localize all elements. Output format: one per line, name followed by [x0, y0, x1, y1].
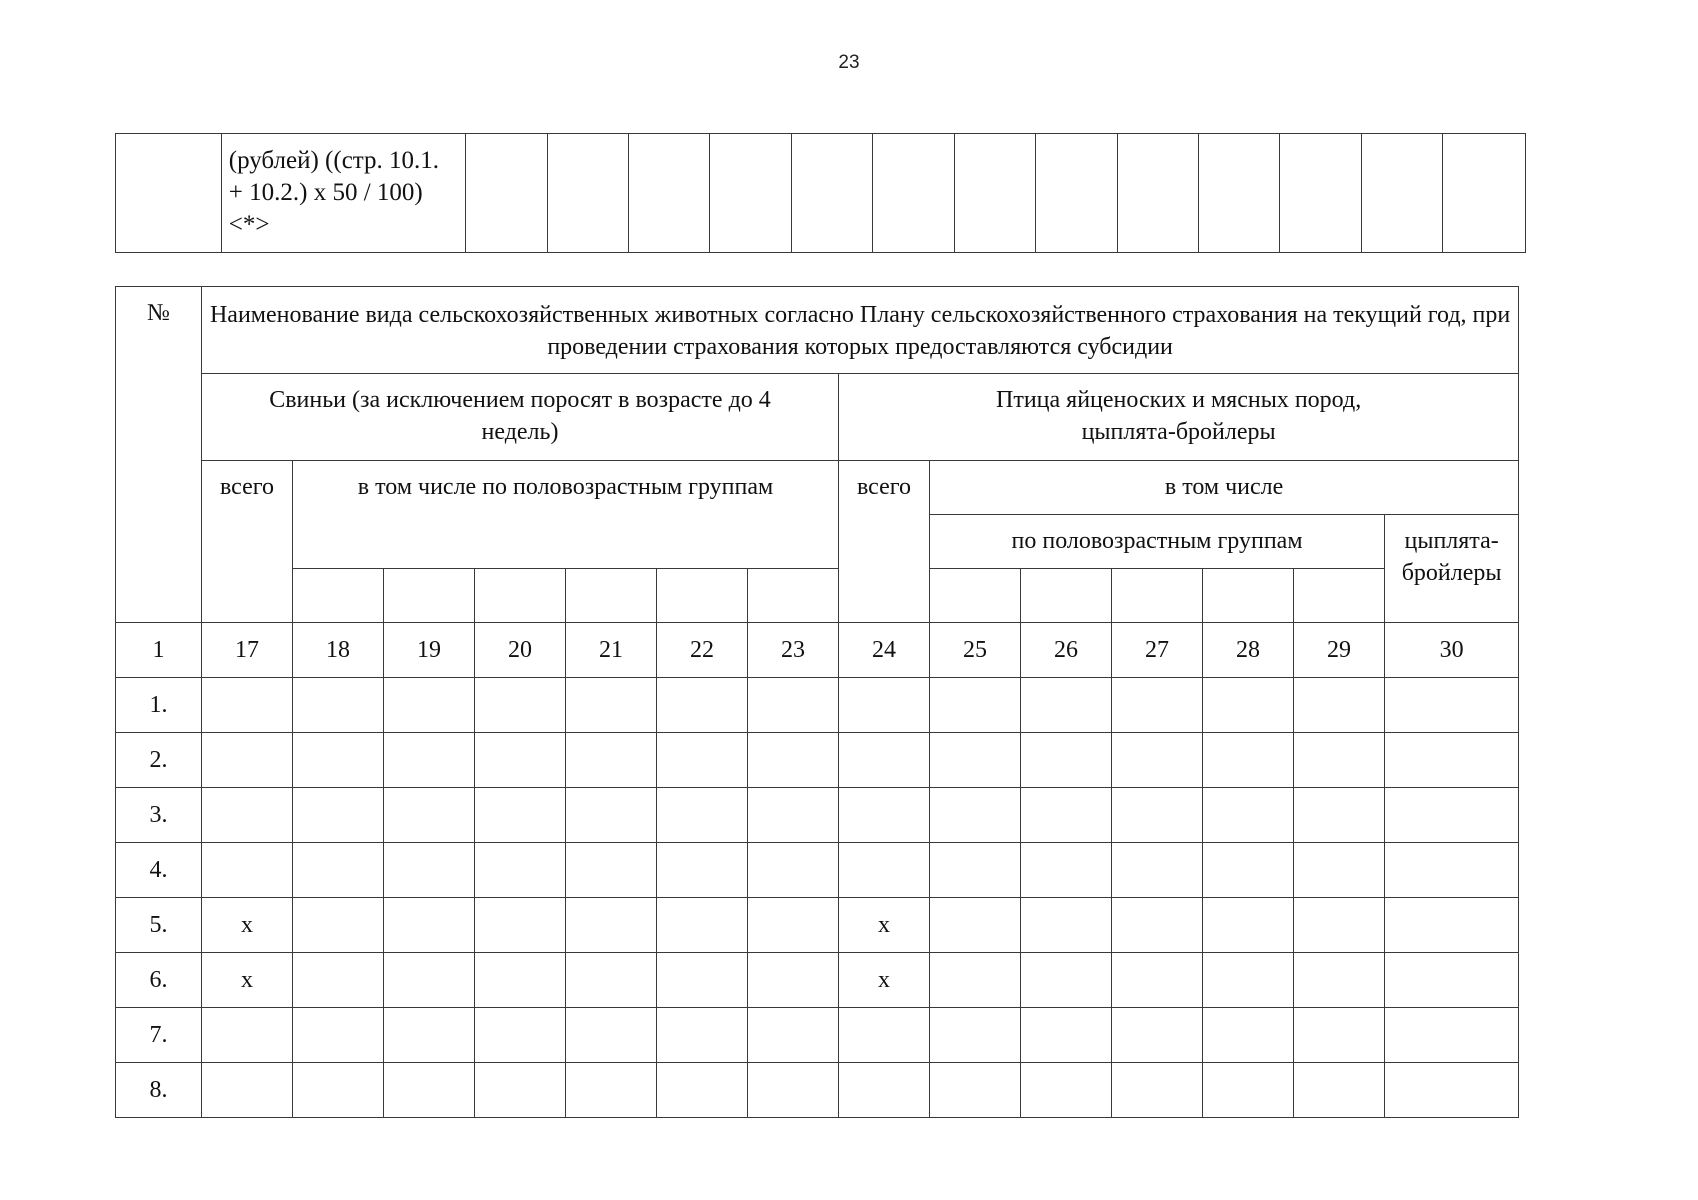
table-cell: [293, 898, 384, 953]
table-cell: [1112, 1008, 1203, 1063]
table-cell: [1385, 898, 1519, 953]
table-cell: [1199, 134, 1280, 253]
table-cell: [657, 733, 748, 788]
table-cell: [566, 1063, 657, 1118]
table-cell: [466, 134, 547, 253]
table-cell: [1021, 843, 1112, 898]
header-row-species: [116, 374, 1519, 461]
table-cell: [293, 1063, 384, 1118]
column-number: 19: [384, 623, 475, 678]
table-cell: [710, 134, 791, 253]
table-cell: [1385, 788, 1519, 843]
table-cell: [748, 788, 839, 843]
table-cell: [1203, 953, 1294, 1008]
table-cell: [293, 1008, 384, 1063]
table-cell: [384, 1063, 475, 1118]
column-number-row: [116, 623, 1519, 678]
table-cell: [475, 788, 566, 843]
table-cell: [1112, 898, 1203, 953]
row-number: 1.: [116, 678, 202, 733]
table-cell: [1036, 134, 1117, 253]
table-cell: [1280, 134, 1361, 253]
column-number: 29: [1294, 623, 1385, 678]
pigs-total-cell: [202, 788, 293, 843]
table-cell: [566, 733, 657, 788]
table-cell: [1294, 898, 1385, 953]
table-cell: [1112, 953, 1203, 1008]
table-cell: [293, 733, 384, 788]
table-cell: [1112, 678, 1203, 733]
table-cell: [1112, 733, 1203, 788]
column-number: 25: [930, 623, 1021, 678]
column-number: 28: [1203, 623, 1294, 678]
table-cell: [1294, 569, 1385, 623]
column-number: 1: [116, 623, 202, 678]
column-number: 17: [202, 623, 293, 678]
column-number: 23: [748, 623, 839, 678]
table-row: [116, 843, 1519, 898]
row-number: 6.: [116, 953, 202, 1008]
table-cell: [657, 898, 748, 953]
table-cell: [384, 678, 475, 733]
pigs-total-cell: [202, 678, 293, 733]
table-cell: [293, 788, 384, 843]
table-cell: [1112, 788, 1203, 843]
table-cell: [1294, 953, 1385, 1008]
table-cell: [1021, 953, 1112, 1008]
table-cell: [954, 134, 1035, 253]
table-cell: [657, 843, 748, 898]
table-cell: [1203, 1008, 1294, 1063]
table-cell: [475, 569, 566, 623]
pigs-total-cell: [202, 1008, 293, 1063]
table-cell: [1385, 733, 1519, 788]
table-cell: [1294, 1063, 1385, 1118]
table-cell: [1021, 733, 1112, 788]
table-cell: [1112, 569, 1203, 623]
table-cell: [657, 1063, 748, 1118]
table-cell: [384, 733, 475, 788]
column-number: 27: [1112, 623, 1203, 678]
table-cell: [657, 569, 748, 623]
table-row: [116, 788, 1519, 843]
table-cell: [1385, 843, 1519, 898]
header-row-groups: [116, 461, 1519, 515]
pigs-total-cell: [202, 733, 293, 788]
table-cell: [293, 678, 384, 733]
table-cell: [1203, 569, 1294, 623]
table-cell: [384, 1008, 475, 1063]
header-poultry: Птица яйценоских и мясных пород, цыплята-бройлеры: [839, 374, 1519, 461]
table-cell: [657, 953, 748, 1008]
row-number: 5.: [116, 898, 202, 953]
table-cell: [1203, 678, 1294, 733]
table-cell: [748, 678, 839, 733]
table-cell: [1021, 678, 1112, 733]
table-cell: [748, 953, 839, 1008]
column-number: 20: [475, 623, 566, 678]
table-cell: [384, 788, 475, 843]
table-cell: [873, 134, 954, 253]
table-cell: [1385, 1063, 1519, 1118]
table-cell: [748, 898, 839, 953]
table-cell: [547, 134, 628, 253]
table-cell: [475, 953, 566, 1008]
column-number: 21: [566, 623, 657, 678]
table-cell: [748, 843, 839, 898]
poultry-total-cell: [839, 678, 930, 733]
header-title: Наименование вида сельскохозяйственных животных согласно Плану сельскохозяйственного страхования на текущий год, при проведении страхования которых предоставляются субсидии: [202, 287, 1519, 374]
table-cell: [475, 843, 566, 898]
header-pigs-total: всего: [202, 461, 293, 623]
table-cell: [748, 733, 839, 788]
table-cell: [1203, 1063, 1294, 1118]
table-cell: [1021, 1008, 1112, 1063]
table-cell: [930, 1063, 1021, 1118]
table-row: [116, 953, 1519, 1008]
table-cell: [293, 953, 384, 1008]
poultry-total-cell: x: [839, 953, 930, 1008]
table-cell: [930, 569, 1021, 623]
table-cell: [1203, 843, 1294, 898]
table-cell: [384, 843, 475, 898]
header-pigs-subgroups: в том числе по половозрастным группам: [293, 461, 839, 569]
table-cell: [566, 898, 657, 953]
column-number: 22: [657, 623, 748, 678]
table-cell: [930, 678, 1021, 733]
table-cell: [1294, 733, 1385, 788]
table-cell: [1385, 1008, 1519, 1063]
poultry-total-cell: [839, 843, 930, 898]
table-cell: [1385, 678, 1519, 733]
table-cell: [1021, 898, 1112, 953]
row-number: 4.: [116, 843, 202, 898]
table-cell: [657, 678, 748, 733]
poultry-total-cell: x: [839, 898, 930, 953]
table-cell: [1021, 1063, 1112, 1118]
table-cell: [1112, 1063, 1203, 1118]
table-cell: [566, 569, 657, 623]
header-row-empty: [116, 569, 1519, 623]
table-cell: [1385, 953, 1519, 1008]
table-cell: [566, 678, 657, 733]
pigs-total-cell: [202, 1063, 293, 1118]
table-row: [116, 898, 1519, 953]
table-cell: [930, 733, 1021, 788]
table-cell: [628, 134, 709, 253]
table-cell: [1203, 788, 1294, 843]
table-cell: [930, 843, 1021, 898]
table-cell: [1021, 569, 1112, 623]
table-cell: [657, 788, 748, 843]
table-cell: [791, 134, 872, 253]
table-cell: [566, 788, 657, 843]
table-cell: [566, 1008, 657, 1063]
page-number: 23: [838, 52, 860, 73]
table-cell: [748, 1063, 839, 1118]
table-cell: [293, 843, 384, 898]
subsidy-table: [115, 286, 1519, 1118]
table-cell: [1361, 134, 1442, 253]
table-cell: [930, 1008, 1021, 1063]
table-cell: [657, 1008, 748, 1063]
table-row: [116, 1063, 1519, 1118]
continuation-text: (рублей) ((стр. 10.1. + 10.2.) x 50 / 100) <*>: [221, 134, 465, 253]
header-pigs: Свиньи (за исключением поросят в возрасте до 4 недель): [202, 374, 839, 461]
table-cell: [475, 1063, 566, 1118]
column-number: 18: [293, 623, 384, 678]
table-cell: [1443, 134, 1526, 253]
table-cell: [1203, 898, 1294, 953]
continuation-row: [116, 134, 1526, 253]
pigs-total-cell: [202, 843, 293, 898]
poultry-total-cell: [839, 733, 930, 788]
header-poultry-subgroups: по половозрастным группам: [930, 515, 1385, 569]
table-cell: [930, 898, 1021, 953]
table-cell: [475, 1008, 566, 1063]
table-cell: [1294, 1008, 1385, 1063]
table-cell: [566, 953, 657, 1008]
header-broilers: цыплята-бройлеры: [1385, 515, 1519, 623]
table-cell: [384, 953, 475, 1008]
table-cell: [475, 678, 566, 733]
poultry-total-cell: [839, 1008, 930, 1063]
poultry-total-cell: [839, 1063, 930, 1118]
continuation-table: [115, 133, 1526, 253]
table-cell: [116, 134, 222, 253]
pigs-total-cell: x: [202, 898, 293, 953]
table-cell: [748, 569, 839, 623]
row-number: 3.: [116, 788, 202, 843]
table-cell: [384, 898, 475, 953]
column-number: 24: [839, 623, 930, 678]
table-cell: [1112, 843, 1203, 898]
table-cell: [930, 788, 1021, 843]
table-cell: [1203, 733, 1294, 788]
column-number: 26: [1021, 623, 1112, 678]
table-cell: [1117, 134, 1198, 253]
table-cell: [384, 569, 475, 623]
table-cell: [1294, 678, 1385, 733]
header-poultry-including: в том числе: [930, 461, 1519, 515]
row-number: 2.: [116, 733, 202, 788]
header-poultry-total: всего: [839, 461, 930, 623]
table-cell: [566, 843, 657, 898]
table-cell: [1294, 843, 1385, 898]
row-number: 8.: [116, 1063, 202, 1118]
column-number: 30: [1385, 623, 1519, 678]
header-row-title: [116, 287, 1519, 374]
header-num: №: [116, 287, 202, 623]
row-number: 7.: [116, 1008, 202, 1063]
table-cell: [930, 953, 1021, 1008]
table-row: [116, 1008, 1519, 1063]
table-cell: [293, 569, 384, 623]
table-cell: [1021, 788, 1112, 843]
pigs-total-cell: x: [202, 953, 293, 1008]
table-cell: [475, 898, 566, 953]
table-cell: [475, 733, 566, 788]
poultry-total-cell: [839, 788, 930, 843]
table-cell: [748, 1008, 839, 1063]
table-row: [116, 678, 1519, 733]
table-cell: [1294, 788, 1385, 843]
table-row: [116, 733, 1519, 788]
